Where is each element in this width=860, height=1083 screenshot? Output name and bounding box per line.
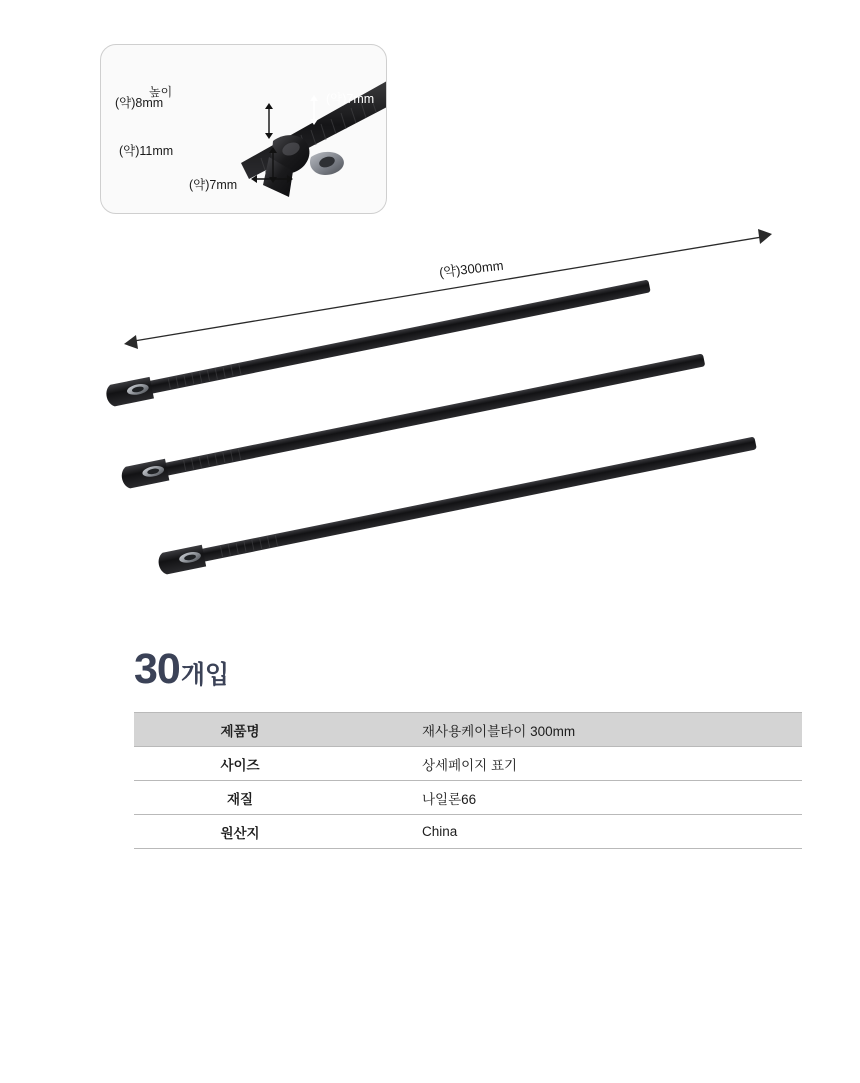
spec-value-size: 상세페이지 표기	[346, 747, 802, 781]
spec-label-size: 사이즈	[134, 747, 346, 781]
product-photo	[0, 215, 860, 635]
spec-label-origin: 원산지	[134, 815, 346, 849]
quantity-number: 30	[134, 645, 180, 693]
spec-value-material: 나일론66	[346, 781, 802, 815]
spec-value-product-name: 재사용케이블타이 300mm	[346, 713, 802, 747]
dimension-label-7mm-bottom: (약)7mm	[189, 178, 238, 192]
detail-dimension-card	[100, 44, 387, 214]
table-row	[134, 781, 802, 815]
cable-ties-illustration	[0, 215, 860, 635]
dimension-label-7mm-top: (약)7mm	[326, 92, 375, 106]
table-row	[134, 713, 802, 747]
length-dimension-label: (약)300mm	[438, 257, 505, 280]
quantity-unit: 개입	[180, 661, 230, 689]
spec-value-origin: China	[346, 815, 802, 849]
spec-label-material: 재질	[134, 781, 346, 815]
quantity-heading	[134, 645, 230, 693]
dimension-label-11mm: (약)11mm	[119, 144, 174, 158]
spec-table	[134, 712, 802, 849]
table-row	[134, 815, 802, 849]
dimension-arrows	[101, 45, 386, 213]
dimension-label-8mm: (약)8mm	[115, 96, 164, 110]
spec-label-product-name: 제품명	[134, 713, 346, 747]
table-row	[134, 747, 802, 781]
dimension-label-height-word: 높이	[149, 85, 173, 99]
